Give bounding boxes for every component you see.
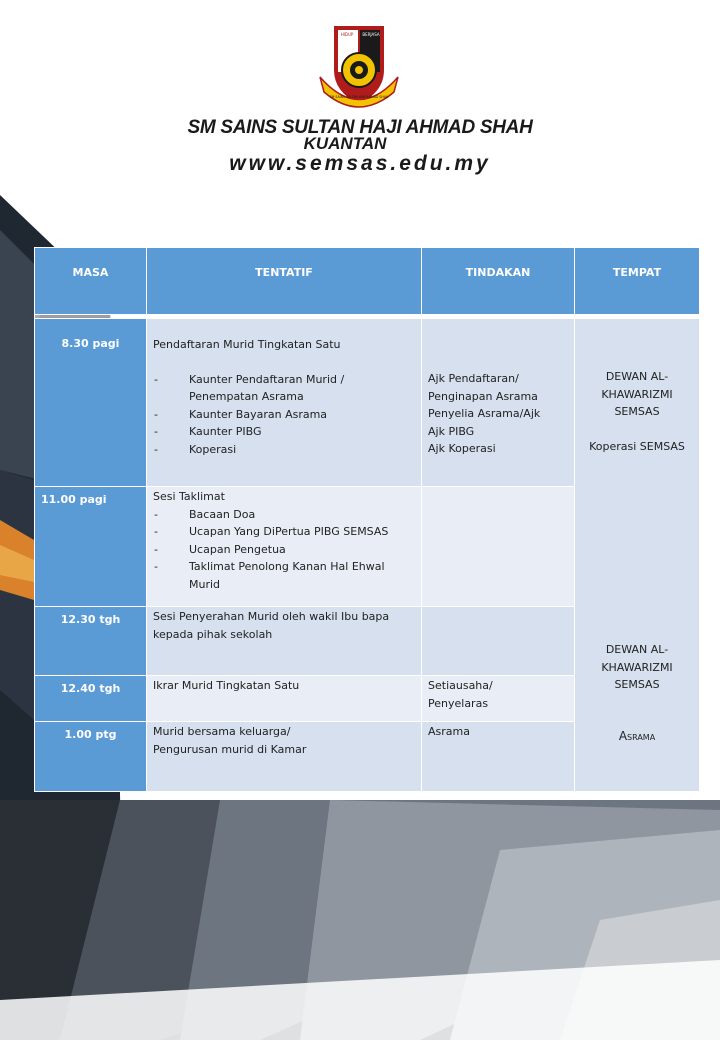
header-tempat: TEMPAT [575, 248, 700, 315]
table-header-row [35, 248, 700, 315]
tindakan-line: Penyelia Asrama/Ajk [428, 407, 541, 420]
tindakan-line: Setiausaha/ [428, 679, 493, 692]
table-row [35, 319, 700, 487]
list-item: - Kaunter PIBG [153, 423, 415, 441]
tempat-line: DEWAN AL- [605, 643, 669, 656]
header-tentatif: TENTATIF [147, 248, 422, 315]
tentatif-title: Sesi Taklimat [153, 490, 225, 503]
tentatif-title: Pendaftaran Murid Tingkatan Satu [153, 338, 341, 351]
tempat-line: KHAWARIZMI [601, 660, 673, 674]
header-tindakan: TINDAKAN [422, 248, 575, 315]
tindakan-line: Penyelaras [428, 696, 489, 710]
tindakan-cell [422, 722, 575, 792]
crest-left-label: HIDUP [340, 32, 354, 37]
list-item: - Taklimat Penolong Kanan Hal Ehwal Murid [153, 558, 415, 593]
school-website: www.semsas.edu.my [229, 152, 491, 175]
school-name: SM SAINS SULTAN HAJI AHMAD SHAH [187, 117, 533, 138]
school-city: KUANTAN [303, 134, 387, 153]
tindakan-line: Ajk PIBG [428, 424, 475, 438]
time-cell: 12.30 tgh [35, 607, 147, 676]
list-item: - Bacaan Doa [153, 506, 415, 524]
time-cell: 12.40 tgh [35, 676, 147, 722]
list-item: - Kaunter Pendaftaran Murid / Penempatan Asrama [153, 371, 415, 406]
tentatif-cell [147, 722, 422, 792]
crest-right-label: BERJASA [362, 32, 380, 37]
tindakan-cell [422, 676, 575, 722]
tentatif-line: Murid bersama keluarga/ [153, 725, 291, 738]
header-masa: MASA [35, 248, 147, 315]
tempat-line: DEWAN AL- [605, 370, 669, 383]
crest-ribbon-text: SM SAINS SULTAN HAJI AHMAD SHAH [329, 95, 389, 99]
list-item: - Kaunter Bayaran Asrama [153, 406, 415, 424]
tempat-line: Koperasi SEMSAS [589, 439, 685, 453]
list-item: - Koperasi [153, 441, 415, 459]
list-item: - Ucapan Pengetua [153, 541, 415, 559]
tentatif-cell [147, 607, 422, 676]
school-crest-logo [314, 22, 404, 110]
tentatif-line: kepada pihak sekolah [153, 627, 273, 641]
tentatif-cell [147, 487, 422, 607]
tindakan-line: Penginapan Asrama [428, 389, 538, 403]
tentatif-cell [147, 319, 422, 487]
tentatif-cell [147, 676, 422, 722]
tindakan-cell [422, 607, 575, 676]
list-item: - Ucapan Yang DiPertua PIBG SEMSAS [153, 523, 415, 541]
time-cell: 11.00 pagi [35, 487, 147, 607]
tindakan-cell [422, 487, 575, 607]
tempat-cell [575, 319, 700, 792]
tindakan-cell [422, 319, 575, 487]
tentatif-line: Ikrar Murid Tingkatan Satu [153, 679, 300, 692]
schedule-table [34, 247, 700, 792]
tindakan-line: Ajk Pendaftaran/ [428, 372, 519, 385]
time-cell: 1.00 ptg [35, 722, 147, 792]
time-cell: 8.30 pagi [35, 319, 147, 487]
tempat-line: SEMSAS [614, 678, 660, 691]
tentatif-list [153, 506, 415, 594]
tempat-line: KHAWARIZMI [601, 387, 673, 401]
tentatif-line: Pengurusan murid di Kamar [153, 742, 307, 756]
tempat-line: SEMSAS [614, 405, 660, 418]
tentatif-line: Sesi Penyerahan Murid oleh wakil Ibu bapa [153, 610, 390, 623]
tindakan-line: Ajk Koperasi [428, 442, 496, 455]
tempat-line: Asrama [618, 728, 656, 743]
tindakan-line: Asrama [428, 725, 470, 738]
tentatif-list [153, 371, 415, 459]
